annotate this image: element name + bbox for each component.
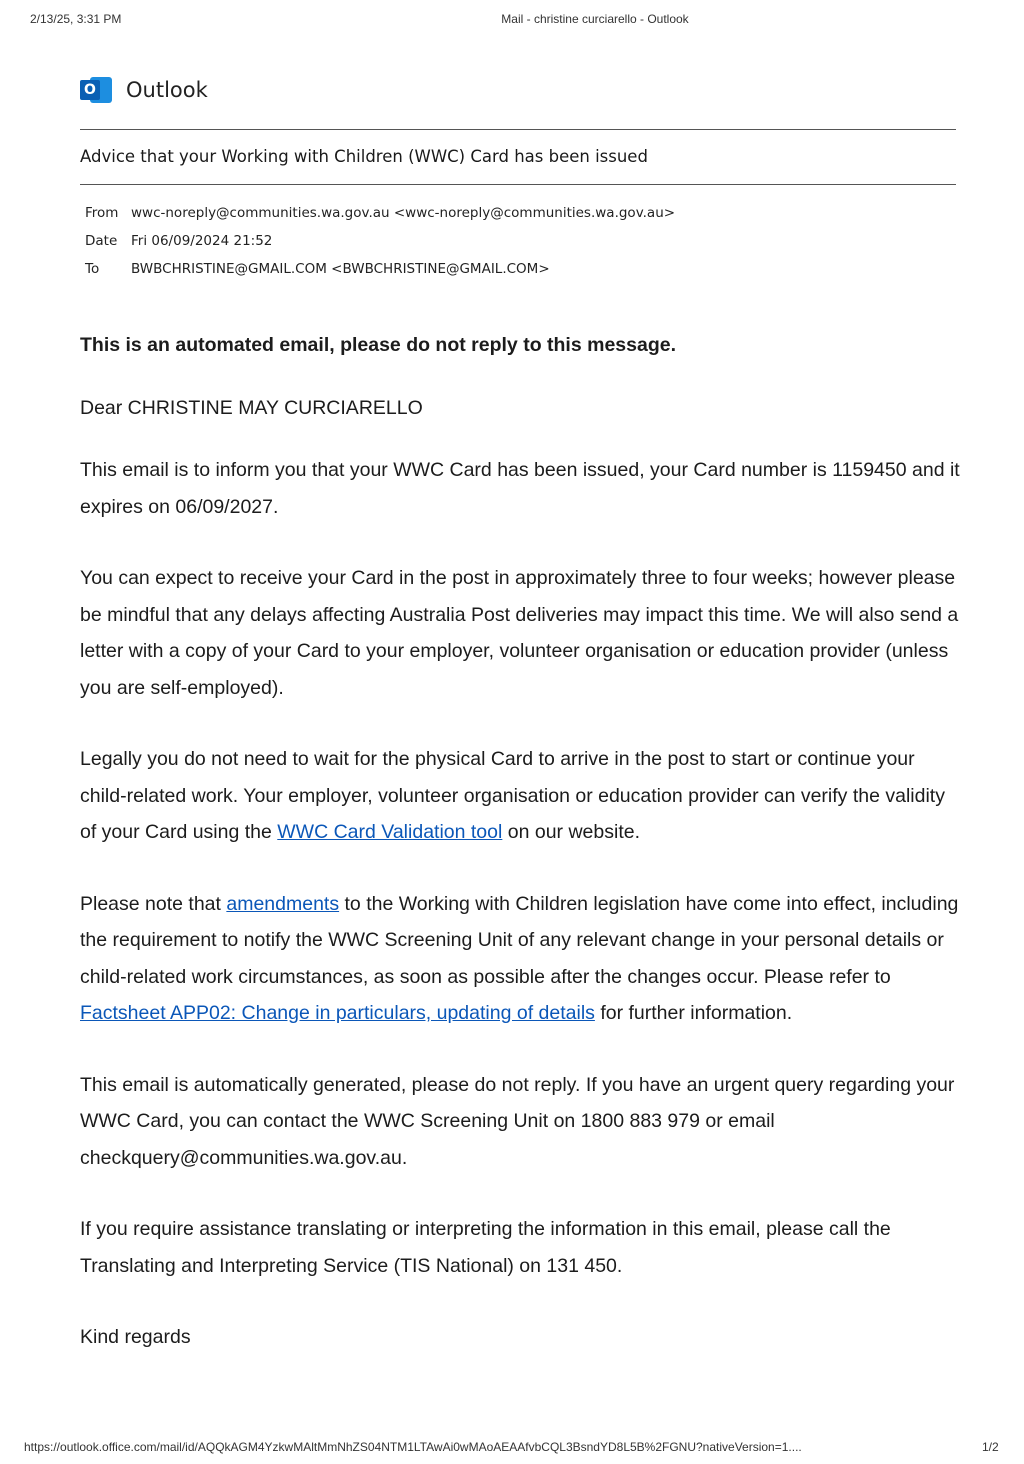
wwc-validation-tool-link[interactable]: WWC Card Validation tool (277, 821, 503, 843)
from-value: wwc-noreply@communities.wa.gov.au <wwc-noreply@communities.wa.gov.au> (131, 205, 676, 221)
date-value: Fri 06/09/2024 21:52 (131, 233, 273, 249)
paragraph-amendments-text-end: for further information. (594, 1002, 793, 1024)
to-value: BWBCHRISTINE@GMAIL.COM <BWBCHRISTINE@GMAIL.COM> (131, 261, 550, 277)
divider (80, 184, 956, 185)
print-page-number: 1/2 (982, 1440, 999, 1454)
paragraph-contact: This email is automatically generated, please do not reply. If you have an urgent query regarding your WWC Card, you can contact the WWC Screening Unit on 1800 883 979 or email checkquery@communities.wa.gov.au. (80, 1073, 955, 1169)
closing: Kind regards (80, 1326, 191, 1348)
email-body (80, 327, 960, 1356)
to-row (85, 261, 550, 277)
paragraph-amendments (80, 886, 960, 1032)
automated-notice: This is an automated email, please do not reply to this message. (80, 334, 676, 356)
to-label: To (85, 261, 100, 277)
email-subject: Advice that your Working with Children (WWC) Card has been issued (80, 147, 648, 166)
paragraph-amendments-text-mid: to the Working with Children legislation have come into effect, including the requirement to notify the WWC Screening Unit of any relevant change in your personal details or child-related work circumstances, as soon as possible after the changes occur. Please refer to (80, 892, 959, 988)
amendments-link[interactable]: amendments (226, 892, 340, 915)
greeting: Dear CHRISTINE MAY CURCIARELLO (80, 396, 423, 419)
paragraph-legal-text-end: on our website. (502, 821, 641, 843)
paragraph-amendments-text: Please note that (80, 892, 227, 915)
date-row (85, 233, 272, 249)
outlook-brand (80, 75, 208, 105)
outlook-logo-icon: O (80, 75, 112, 105)
paragraph-card-issued: This email is to inform you that your WWC Card has been issued, your Card number is 1159450 and it expires on 06/09/2027. (80, 459, 960, 518)
date-label: Date (85, 233, 118, 249)
print-page-title: Mail - christine curciarello - Outlook (501, 12, 689, 26)
from-label: From (85, 205, 119, 221)
divider (80, 129, 956, 130)
paragraph-legal-text: Legally you do not need to wait for the physical Card to arrive in the post to start or continue your child-related work. Your employer, volunteer organisation or education provider can verify the validity of your Card using the (80, 748, 945, 843)
print-datetime: 2/13/25, 3:31 PM (30, 12, 122, 26)
from-row (85, 205, 675, 221)
factsheet-app02-link[interactable]: Factsheet APP02: Change in particulars, updating of details (80, 1002, 595, 1024)
paragraph-legal (80, 741, 960, 851)
paragraph-delivery: You can expect to receive your Card in the post in approximately three to four weeks; however please be mindful that any delays affecting Australia Post deliveries may impact this time. We will also send a letter with a copy of your Card to your employer, volunteer organisation or education provider (unless you are self-employed). (80, 567, 959, 699)
paragraph-translating: If you require assistance translating or interpreting the information in this email, please call the Translating and Interpreting Service (TIS National) on 131 450. (80, 1218, 891, 1277)
app-name: Outlook (126, 78, 208, 102)
print-footer-url: https://outlook.office.com/mail/id/AQQkAGM4YzkwMAltMmNhZS04NTM1LTAwAi0wMAoAEAAfvbCQL3BsndYD8L5B%2FGNU?nativeVersion=1.... (24, 1440, 802, 1454)
